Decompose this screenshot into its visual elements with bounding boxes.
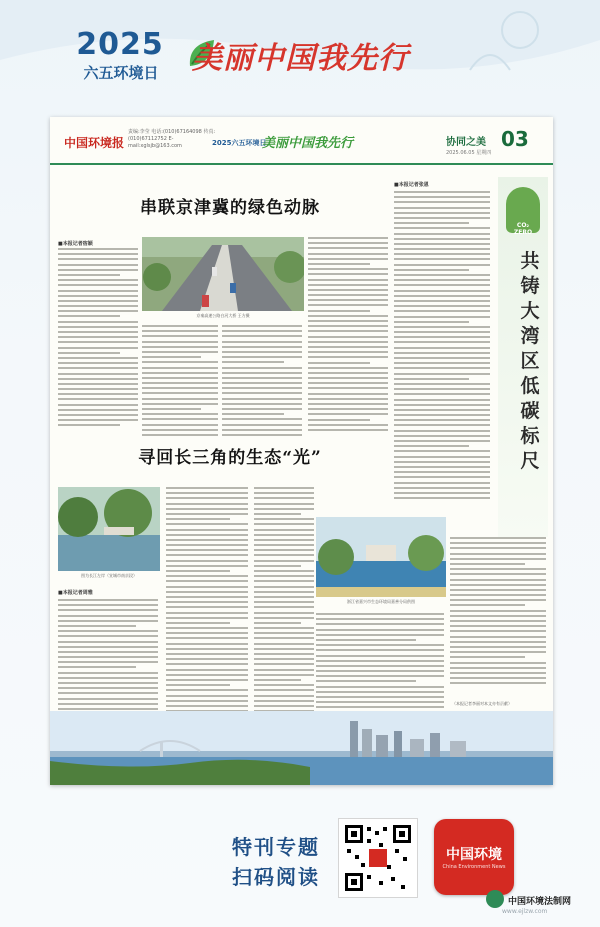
site-name: 中国环境法制网 [508, 897, 572, 907]
watermark: www.ejlzw.com [502, 908, 548, 915]
event-name: 六五环境日 [83, 64, 159, 82]
article-1-col-4 [308, 237, 388, 434]
photo-caption-1: 京秦高速公路白河大桥 王方摄 [196, 313, 250, 318]
newspaper-header [50, 117, 553, 165]
promo-text [216, 832, 336, 892]
header-slogan: 美丽中国我先行 [262, 136, 354, 151]
article-3-col-4 [316, 613, 444, 727]
byline-1: ■本报记者宿颖 [58, 241, 93, 247]
newspaper-page [50, 117, 553, 785]
article-3-col-1 [58, 599, 158, 724]
zero-carbon-badge: CO₂ ZERO [513, 222, 533, 236]
headline-dawanqu: 共铸大湾区低碳标尺 [520, 250, 540, 472]
editor-contact: 责编:李莹 电话:(010)67164098 传真:(010)67112752 E-mail:xglsjb@163.com [128, 129, 216, 149]
app-name: 中国环境 [446, 847, 502, 863]
article-3-col-3 [254, 487, 314, 731]
article-1-col-2 [142, 325, 218, 439]
site-logo-icon [486, 890, 504, 908]
promo-line-2: 扫码阅读 [232, 865, 320, 889]
highway-photo [142, 237, 304, 311]
headline-jingjinji: 串联京津冀的绿色动脉 [140, 198, 320, 218]
photo-caption-3: 浙江省嘉兴市生态环境局嘉善分局供图 [347, 599, 415, 604]
promo-line-1: 特刊专题 [232, 835, 320, 859]
app-name-en: China Environment News [442, 864, 506, 870]
byline-3: ■本报记者张恩 [394, 182, 429, 188]
lake-photo [58, 487, 160, 571]
riverside-photo [316, 517, 446, 597]
article-note: （本报记者李丽对本文亦有贡献） [452, 701, 512, 706]
page-number: 03 [501, 127, 529, 151]
bay-area-skyline-photo [50, 711, 553, 785]
article-2-col-2 [450, 537, 546, 687]
newspaper-masthead: 中国环境报 [64, 136, 125, 150]
headline-changsanjiao: 寻回长三角的生态“光” [138, 448, 322, 468]
photo-caption-2: 图为长江左岸（宣城市南京段） [81, 573, 137, 578]
poster-slogan: 美丽中国我先行 [192, 41, 409, 76]
event-year: 2025 [76, 27, 164, 62]
article-1-col-1 [58, 248, 138, 430]
article-2-col-1 [394, 181, 490, 502]
article-1-col-3 [222, 325, 302, 439]
byline-2: ■本报记者周雅 [58, 590, 93, 596]
qr-code[interactable] [338, 818, 418, 898]
section-name: 协同之美 [446, 137, 486, 148]
issue-date: 2025.06.05 星期四 [446, 150, 492, 156]
header-event: 2025六五环境日 [212, 139, 267, 147]
article-3-col-2 [166, 487, 248, 731]
